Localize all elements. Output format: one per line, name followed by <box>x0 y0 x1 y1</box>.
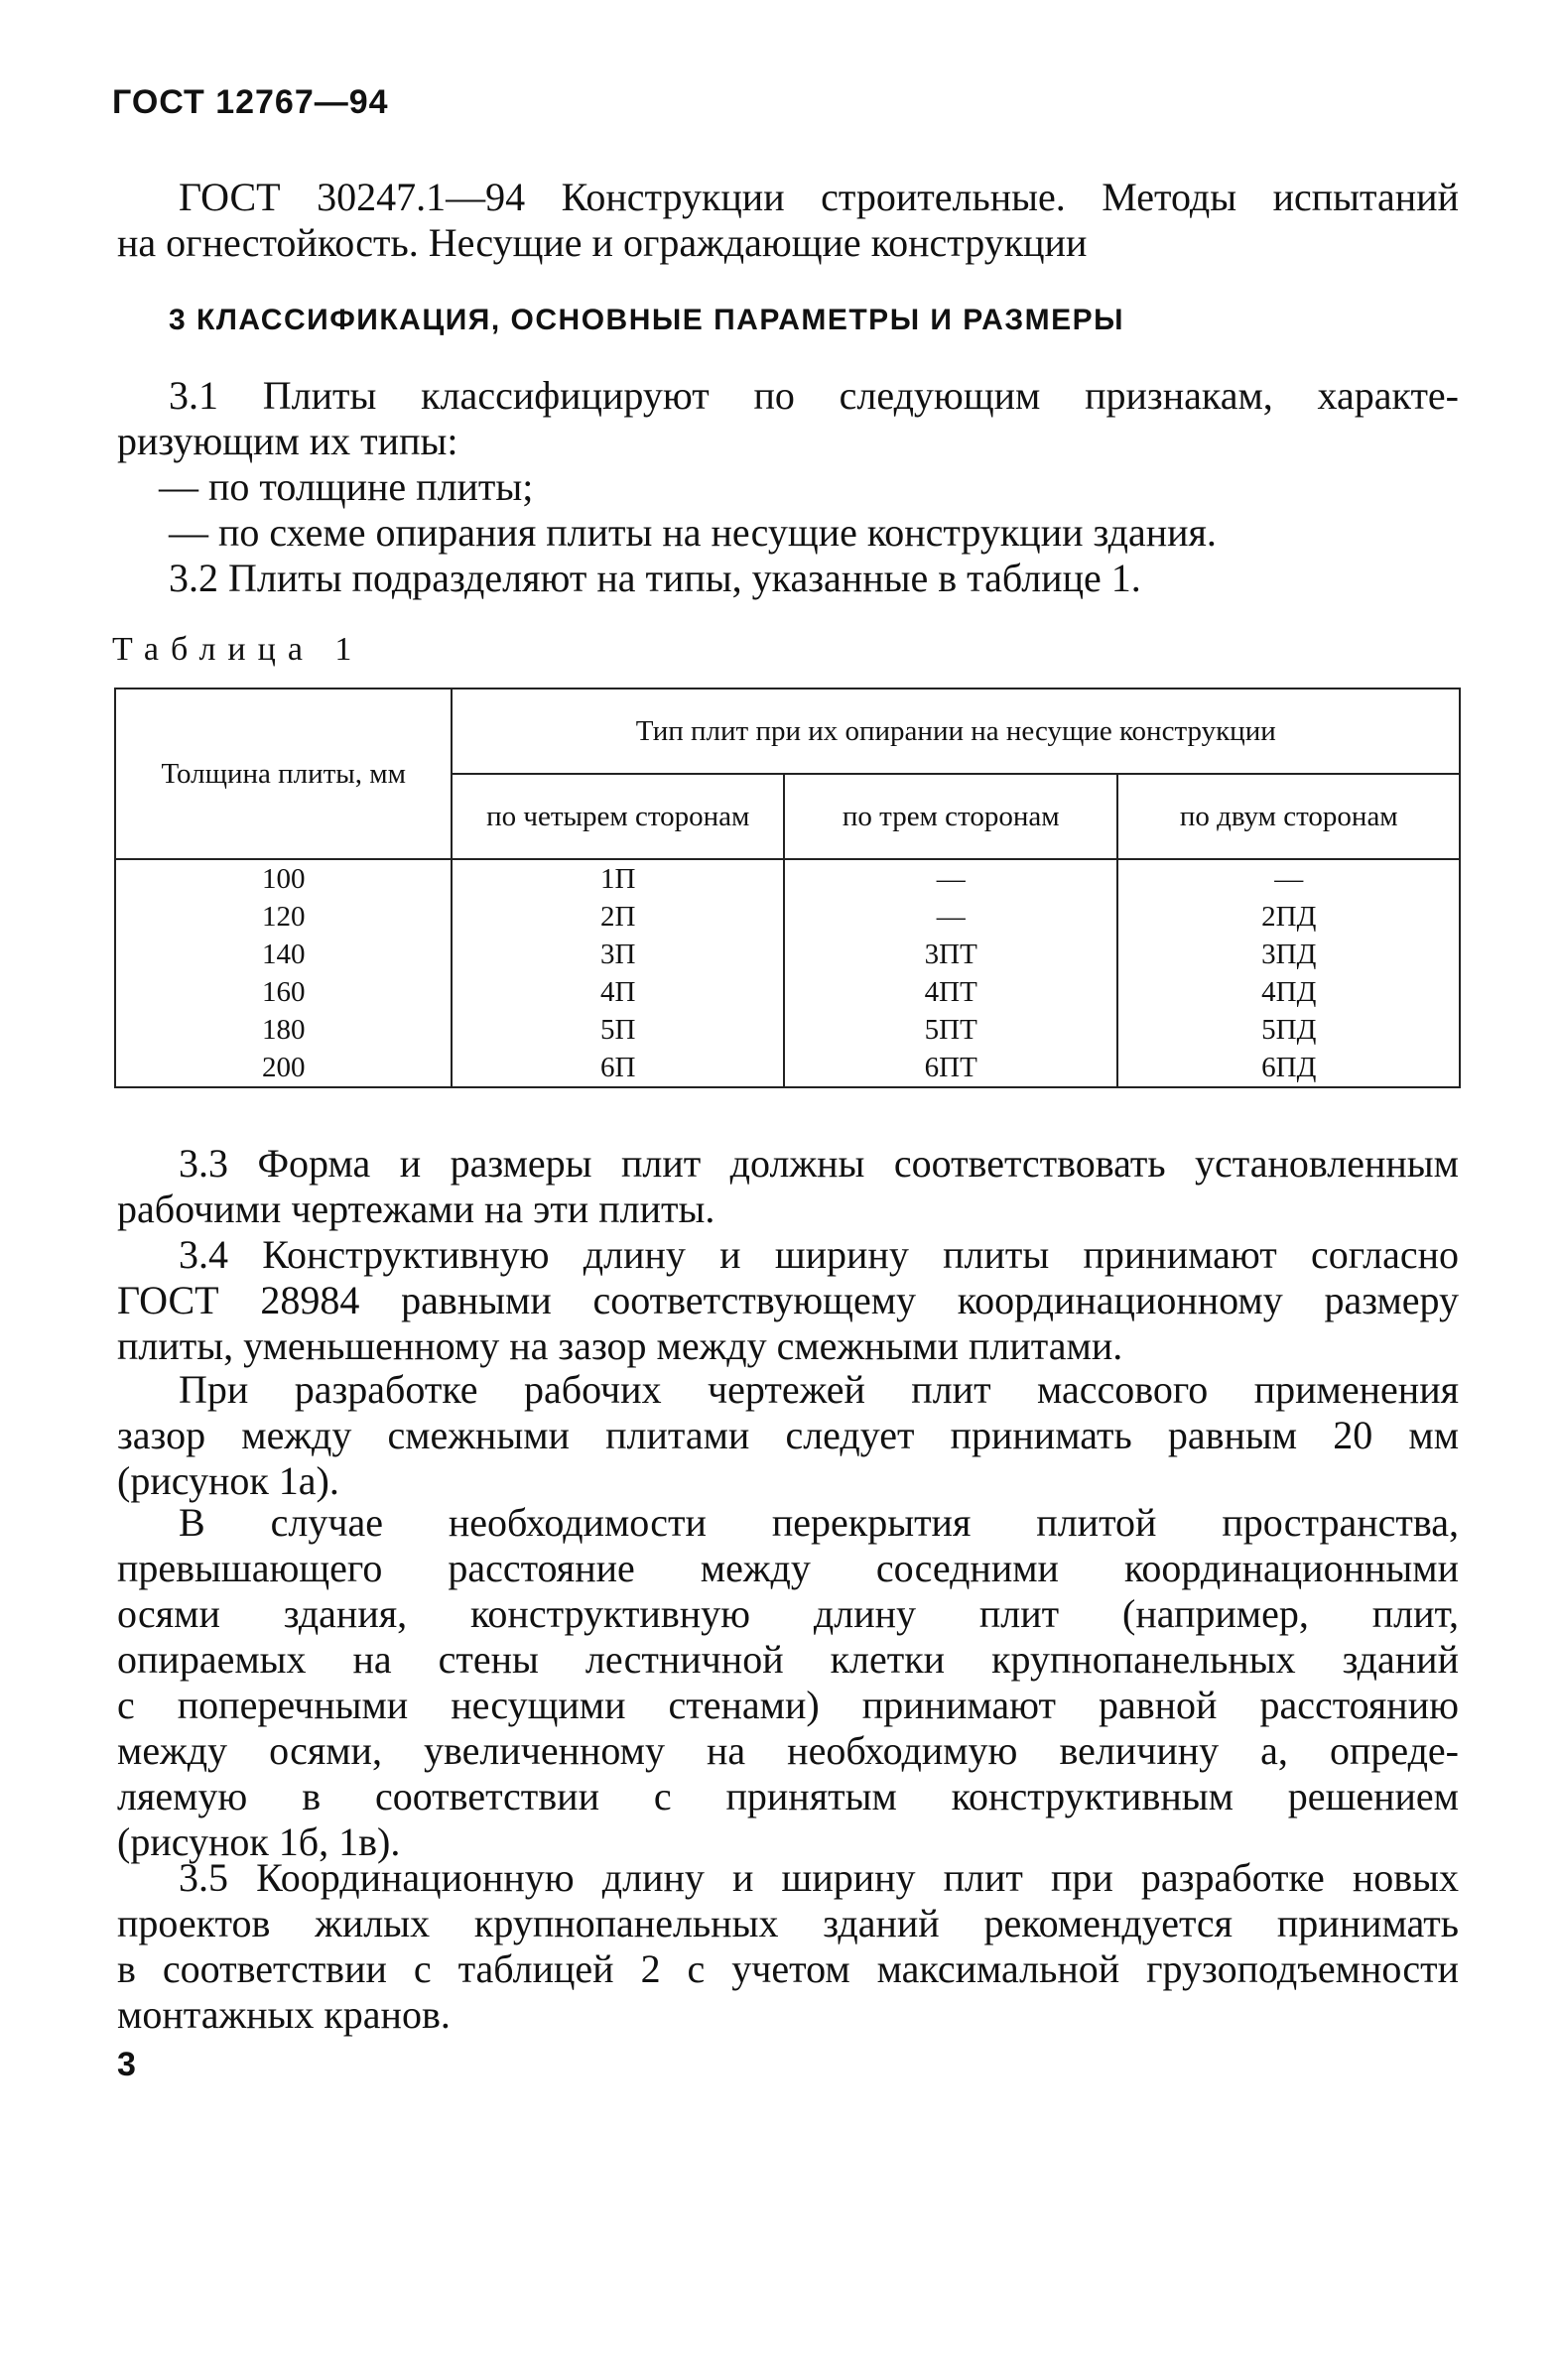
column-header-three-sides: по трем сторонам <box>784 774 1118 859</box>
text-line: плиты, уменьшенному на зазор между смежными плитами. <box>117 1323 1123 1368</box>
table-1 <box>114 688 1461 1088</box>
text-line: (рисунок 1б, 1в). <box>117 1819 401 1864</box>
list-item: — по толщине плиты; <box>159 464 534 509</box>
table-cell: 3П <box>452 936 784 973</box>
text-line: рабочими чертежами на эти плиты. <box>117 1187 715 1231</box>
page-number: 3 <box>117 2046 136 2083</box>
table-cell: 3ПД <box>1117 936 1460 973</box>
table-row <box>115 936 1460 973</box>
text-line: осями здания, конструктивную длину плит (например, плит, <box>117 1591 1459 1636</box>
table-cell: 4ПТ <box>784 973 1118 1011</box>
table-cell: 1П <box>452 859 784 898</box>
reference-paragraph <box>117 175 1459 266</box>
text-line: В случае необходимости перекрытия плитой пространства, <box>179 1500 1459 1545</box>
table-cell: 100 <box>115 859 452 898</box>
text-line: 3.4 Конструктивную длину и ширину плиты принимают согласно <box>179 1232 1459 1277</box>
text-line: 3.3 Форма и размеры плит должны соответствовать установленным <box>179 1141 1459 1186</box>
text-line: ляемую в соответствии с принятым конструктивным решением <box>117 1774 1459 1818</box>
text-line: проектов жилых крупнопанельных зданий рекомендуется принимать <box>117 1901 1459 1945</box>
text-line: ГОСТ 28984 равными соответствующему координационному размеру <box>117 1278 1459 1322</box>
table-cell: 5ПД <box>1117 1011 1460 1049</box>
table-cell: — <box>784 898 1118 936</box>
text-line: на огнестойкость. Несущие и ограждающие конструкции <box>117 220 1088 265</box>
table-cell: 140 <box>115 936 452 973</box>
table-row <box>115 973 1460 1011</box>
table-cell: 2ПД <box>1117 898 1460 936</box>
table-cell: 5ПТ <box>784 1011 1118 1049</box>
table-cell: 2П <box>452 898 784 936</box>
text-line: ГОСТ 30247.1—94 Конструкции строительные. Методы испытаний <box>179 175 1459 219</box>
text-line: При разработке рабочих чертежей плит массового применения <box>179 1367 1459 1412</box>
table-cell: 180 <box>115 1011 452 1049</box>
table-cell: 6ПТ <box>784 1049 1118 1087</box>
paragraph-3-3 <box>117 1141 1459 1232</box>
table-cell: 200 <box>115 1049 452 1087</box>
paragraph-3-4-c <box>117 1500 1459 1865</box>
text-line: 3.2 Плиты подразделяют на типы, указанные в таблице 1. <box>169 556 1141 600</box>
table-cell: 6ПД <box>1117 1049 1460 1087</box>
table-cell: 3ПТ <box>784 936 1118 973</box>
paragraph-3-5 <box>117 1855 1459 2038</box>
section3-intro <box>117 373 1459 601</box>
text-line: ризующим их типы: <box>117 419 458 463</box>
text-line: 3.1 Плиты классифицируют по следующим признакам, характе- <box>169 373 1459 418</box>
list-item: — по схеме опирания плиты на несущие конструкции здания. <box>169 510 1217 555</box>
table-cell: 6П <box>452 1049 784 1087</box>
paragraph-3-4 <box>117 1232 1459 1369</box>
table-cell: 4ПД <box>1117 973 1460 1011</box>
text-line: опираемых на стены лестничной клетки крупнопанельных зданий <box>117 1637 1459 1682</box>
table-cell: 120 <box>115 898 452 936</box>
table-cell: — <box>1117 859 1460 898</box>
column-header-four-sides: по четырем сторонам <box>452 774 784 859</box>
table-row <box>115 1049 1460 1087</box>
text-line: зазор между смежными плитами следует принимать равным 20 мм <box>117 1413 1459 1457</box>
document-header: ГОСТ 12767—94 <box>112 83 389 121</box>
table-cell: 160 <box>115 973 452 1011</box>
column-header-thickness: Толщина плиты, мм <box>115 689 452 859</box>
table-caption: Таблица 1 <box>112 631 364 668</box>
column-header-two-sides: по двум сторонам <box>1117 774 1460 859</box>
text-line: превышающего расстояние между соседними координационными <box>117 1546 1459 1590</box>
text-line: с поперечными несущими стенами) принимают равной расстоянию <box>117 1683 1459 1727</box>
text-line: между осями, увеличенному на необходимую величину а, опреде- <box>117 1728 1459 1773</box>
text-line: (рисунок 1а). <box>117 1458 339 1503</box>
column-group-header: Тип плит при их опирании на несущие конструкции <box>452 689 1460 774</box>
paragraph-3-4-b <box>117 1367 1459 1504</box>
table-cell: 4П <box>452 973 784 1011</box>
table-row <box>115 1011 1460 1049</box>
text-line: монтажных кранов. <box>117 1992 451 2037</box>
table-row <box>115 898 1460 936</box>
section-heading: 3 КЛАССИФИКАЦИЯ, ОСНОВНЫЕ ПАРАМЕТРЫ И РАЗМЕРЫ <box>169 304 1125 336</box>
table-cell: — <box>784 859 1118 898</box>
table-cell: 5П <box>452 1011 784 1049</box>
text-line: 3.5 Координационную длину и ширину плит при разработке новых <box>179 1855 1459 1900</box>
text-line: в соответствии с таблицей 2 с учетом максимальной грузоподъемности <box>117 1946 1459 1991</box>
table-row <box>115 859 1460 898</box>
